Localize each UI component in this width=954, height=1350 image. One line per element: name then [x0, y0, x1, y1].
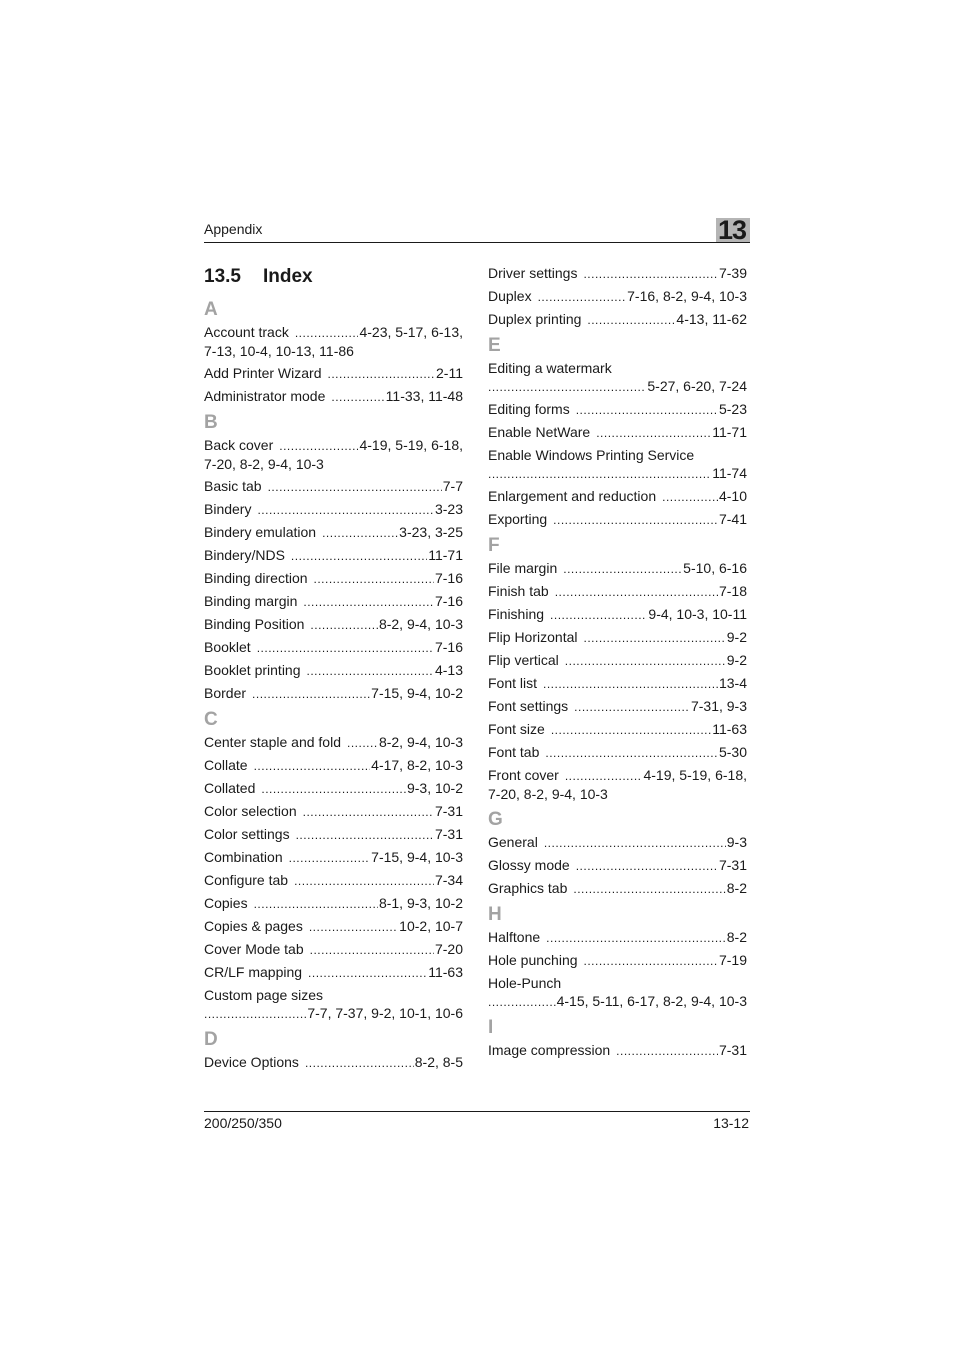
- leader-dots: [294, 872, 434, 890]
- index-pages: 7-16: [434, 570, 463, 586]
- index-pages: 4-13, 11-62: [676, 311, 747, 327]
- index-term: Bindery emulation: [204, 524, 317, 540]
- leader-dots: [289, 849, 371, 867]
- index-pages: 11-74: [712, 465, 747, 481]
- index-pages: 8-1, 9-3, 10-2: [378, 895, 463, 911]
- index-entry: [204, 779, 463, 798]
- leader-dots: [576, 401, 718, 419]
- index-term: Color selection: [204, 803, 297, 819]
- leader-dots: [583, 629, 725, 647]
- index-line: [204, 592, 463, 611]
- index-pages-continued: 7-13, 10-4, 10-13, 11-86: [204, 343, 354, 359]
- index-line: [488, 697, 747, 716]
- index-entry: [488, 1041, 747, 1060]
- index-entry: [488, 264, 747, 283]
- index-line: [488, 856, 747, 875]
- index-pages: 8-2, 9-4, 10-3: [378, 734, 463, 750]
- index-letter-heading: I: [488, 1017, 494, 1038]
- index-pages: 10-2, 10-7: [399, 918, 463, 934]
- index-line: [204, 661, 463, 680]
- footer-rule: [204, 1111, 750, 1112]
- footer-page-number: 13-12: [713, 1115, 749, 1131]
- index-letter-group: [488, 1015, 747, 1060]
- index-entry: [488, 310, 747, 329]
- index-term: Front cover: [488, 767, 559, 783]
- footer-model: 200/250/350: [204, 1115, 282, 1131]
- index-term: Flip Horizontal: [488, 629, 578, 645]
- index-line: [488, 928, 747, 947]
- index-line: [204, 387, 463, 406]
- index-line: [204, 940, 463, 959]
- index-pages: 7-31: [434, 803, 463, 819]
- index-line: [204, 546, 463, 565]
- chapter-number: 13: [718, 215, 747, 245]
- leader-dots: [555, 583, 718, 601]
- index-term: File margin: [488, 560, 558, 576]
- index-pages: 7-39: [718, 265, 747, 281]
- index-term: Editing forms: [488, 401, 570, 417]
- index-term: Font list: [488, 675, 538, 691]
- index-term: Color settings: [204, 826, 290, 842]
- index-letter-group: [488, 264, 747, 329]
- index-entry: [488, 974, 747, 1011]
- index-line: [488, 605, 747, 624]
- index-line: [488, 743, 747, 762]
- index-term: Administrator mode: [204, 388, 326, 404]
- leader-dots: [303, 803, 434, 821]
- index-line: [204, 615, 463, 634]
- index-letter-group: [488, 902, 747, 1011]
- index-entry: [488, 697, 747, 716]
- index-term: Image compression: [488, 1042, 611, 1058]
- index-pages: 5-10, 6-16: [683, 560, 747, 576]
- index-term: Finish tab: [488, 583, 549, 599]
- index-term: Border: [204, 685, 247, 701]
- index-column-left: [204, 264, 463, 1076]
- leader-dots: [257, 501, 434, 519]
- index-letter-group: [204, 1027, 463, 1072]
- index-pages: 7-7: [442, 478, 463, 494]
- index-line: [488, 879, 747, 898]
- leader-dots: [268, 478, 442, 496]
- index-term: Driver settings: [488, 265, 578, 281]
- index-entry: [204, 500, 463, 519]
- index-pages-continued: 7-20, 8-2, 9-4, 10-3: [488, 786, 608, 802]
- index-pages: 13-4: [718, 675, 747, 691]
- index-line: [204, 523, 463, 542]
- index-letter-heading: G: [488, 809, 503, 830]
- index-pages: 11-63: [428, 964, 463, 980]
- index-line: [204, 825, 463, 844]
- index-entry: [488, 879, 747, 898]
- index-line: [488, 628, 747, 647]
- index-pages: 4-13: [434, 662, 463, 678]
- leader-dots: [310, 616, 378, 634]
- index-line: [204, 569, 463, 588]
- index-line: [488, 720, 747, 739]
- leader-dots: [261, 780, 406, 798]
- index-entry: [488, 446, 747, 483]
- index-line: [488, 951, 747, 970]
- index-entry: [488, 720, 747, 739]
- index-term: Binding Position: [204, 616, 305, 632]
- index-entry: [488, 928, 747, 947]
- leader-dots: [545, 744, 718, 762]
- index-entry: [204, 684, 463, 703]
- index-pages: 7-18: [718, 583, 747, 599]
- index-entry: [204, 894, 463, 913]
- index-pages: 7-31: [718, 1042, 747, 1058]
- index-term: CR/LF mapping: [204, 964, 303, 980]
- index-pages: 9-3: [726, 834, 747, 850]
- index-entry: [204, 848, 463, 867]
- index-pages: 7-31: [718, 857, 747, 873]
- index-line: [204, 1053, 463, 1072]
- index-entry: [488, 510, 747, 529]
- index-term: Configure tab: [204, 872, 289, 888]
- index-pages: 11-71: [428, 547, 463, 563]
- index-line: [488, 651, 747, 670]
- index-entry: [488, 423, 747, 442]
- index-pages: 7-16, 8-2, 9-4, 10-3: [627, 288, 747, 304]
- index-term: Back cover: [204, 437, 274, 453]
- index-entry: [488, 856, 747, 875]
- index-term: Basic tab: [204, 478, 262, 494]
- index-term: Enlargement and reduction: [488, 488, 657, 504]
- leader-dots: [257, 639, 434, 657]
- index-term: Add Printer Wizard: [204, 365, 322, 381]
- leader-dots: [291, 547, 427, 565]
- leader-dots: [550, 606, 647, 624]
- leader-dots: [295, 324, 359, 342]
- index-entry: [204, 733, 463, 752]
- index-term: Flip vertical: [488, 652, 559, 668]
- index-entry: [204, 364, 463, 383]
- index-letter-heading: H: [488, 904, 502, 925]
- header-rule: [204, 242, 750, 243]
- index-letter-heading: D: [204, 1029, 218, 1050]
- index-letter-heading: F: [488, 535, 500, 556]
- index-term: Booklet printing: [204, 662, 301, 678]
- index-line: [488, 487, 747, 506]
- leader-dots: [204, 1005, 306, 1023]
- index-line: [488, 287, 747, 306]
- index-line: [204, 436, 463, 455]
- leader-dots: [303, 593, 434, 611]
- index-entry: [488, 287, 747, 306]
- index-pages-continued: 7-20, 8-2, 9-4, 10-3: [204, 456, 324, 472]
- leader-dots: [583, 265, 718, 283]
- index-term: Font settings: [488, 698, 569, 714]
- index-line: [204, 917, 463, 936]
- index-entry: [204, 917, 463, 936]
- index-line: [204, 684, 463, 703]
- leader-dots: [314, 570, 434, 588]
- index-pages: 11-33, 11-48: [385, 388, 463, 404]
- index-entry: [488, 582, 747, 601]
- index-pages: 4-15, 5-11, 6-17, 8-2, 9-4, 10-3: [556, 993, 747, 1009]
- leader-dots: [296, 826, 434, 844]
- index-pages: 5-23: [718, 401, 747, 417]
- index-entry: [204, 523, 463, 542]
- index-pages: 7-31: [434, 826, 463, 842]
- index-term: Duplex: [488, 288, 532, 304]
- index-pages: 3-23, 3-25: [399, 524, 463, 540]
- index-term: Hole punching: [488, 952, 578, 968]
- leader-dots: [488, 465, 711, 483]
- index-pages: 5-30: [718, 744, 747, 760]
- index-line: [204, 364, 463, 383]
- index-term: Bindery/NDS: [204, 547, 285, 563]
- index-entry: [204, 871, 463, 890]
- index-letter-heading: A: [204, 299, 218, 320]
- index-pages: 7-34: [434, 872, 463, 888]
- index-pages: 8-2, 9-4, 10-3: [378, 616, 463, 632]
- index-pages: 11-71: [712, 424, 747, 440]
- index-letter-heading: E: [488, 335, 501, 356]
- leader-dots: [616, 1042, 718, 1060]
- index-line: [204, 779, 463, 798]
- index-line: [488, 510, 747, 529]
- index-pages: 4-10: [718, 488, 747, 504]
- index-term: Center staple and fold: [204, 734, 341, 750]
- index-column-right: [488, 264, 747, 1064]
- index-term: Booklet: [204, 639, 251, 655]
- index-line: [204, 638, 463, 657]
- leader-dots: [307, 662, 434, 680]
- index-term: General: [488, 834, 538, 850]
- leader-dots: [546, 929, 726, 947]
- index-line: [204, 323, 463, 342]
- index-pages: 4-23, 5-17, 6-13,: [359, 324, 463, 340]
- index-line: [204, 477, 463, 496]
- index-term: Font size: [488, 721, 545, 737]
- index-letter-group: [204, 707, 463, 1023]
- index-pages: 7-31, 9-3: [690, 698, 747, 714]
- index-pages: 4-19, 5-19, 6-18,: [643, 767, 747, 783]
- index-term: Collated: [204, 780, 256, 796]
- index-leader-line: [488, 464, 747, 483]
- index-entry: [488, 359, 747, 396]
- leader-dots: [305, 1054, 414, 1072]
- index-entry: [488, 487, 747, 506]
- leader-dots: [331, 388, 384, 406]
- index-entry: [204, 546, 463, 565]
- index-letter-group: [204, 297, 463, 406]
- index-entry: [204, 477, 463, 496]
- leader-dots: [574, 698, 690, 716]
- index-line: [488, 423, 747, 442]
- index-line: [488, 264, 747, 283]
- index-line: [488, 582, 747, 601]
- index-line: [204, 802, 463, 821]
- index-pages: 7-19: [718, 952, 747, 968]
- index-term: Hole-Punch: [488, 975, 562, 991]
- index-entry: [488, 743, 747, 762]
- index-letter-group: [204, 410, 463, 703]
- index-entry: [204, 387, 463, 406]
- index-entry: [204, 592, 463, 611]
- leader-dots: [308, 964, 427, 982]
- leader-dots: [310, 941, 434, 959]
- index-entry: [204, 802, 463, 821]
- index-pages: 7-15, 9-4, 10-2: [371, 685, 463, 701]
- index-pages: 9-4, 10-3, 10-11: [648, 606, 747, 622]
- leader-dots: [662, 488, 718, 506]
- index-pages: 9-2: [726, 629, 747, 645]
- index-line: [488, 400, 747, 419]
- index-pages: 8-2, 8-5: [414, 1054, 463, 1070]
- index-pages: 7-41: [718, 511, 747, 527]
- index-leader-line: [204, 1004, 463, 1023]
- index-letter-heading: B: [204, 412, 218, 433]
- index-entry: [204, 1053, 463, 1072]
- index-entry: [204, 436, 463, 473]
- index-pages: 7-16: [434, 639, 463, 655]
- index-term: Combination: [204, 849, 283, 865]
- leader-dots: [584, 952, 718, 970]
- index-entry: [204, 756, 463, 775]
- index-term: Collate: [204, 757, 248, 773]
- index-line: [204, 871, 463, 890]
- leader-dots: [488, 378, 646, 396]
- section-number: 13.5: [204, 266, 241, 287]
- index-term: Device Options: [204, 1054, 299, 1070]
- index-pages: 3-23: [434, 501, 463, 517]
- index-line: [204, 963, 463, 982]
- section-title-text: Index: [263, 266, 313, 287]
- index-entry: [488, 833, 747, 852]
- index-pages: 7-15, 9-4, 10-3: [371, 849, 463, 865]
- index-pages: 8-2: [726, 929, 747, 945]
- leader-dots: [551, 721, 711, 739]
- leader-dots: [252, 685, 370, 703]
- index-term: Editing a watermark: [488, 360, 612, 376]
- index-line: [204, 500, 463, 519]
- leader-dots: [254, 757, 371, 775]
- index-entry: [204, 615, 463, 634]
- index-entry: [488, 766, 747, 803]
- leader-dots: [279, 437, 358, 455]
- index-line: [488, 674, 747, 693]
- index-line: [488, 310, 747, 329]
- index-entry: [488, 674, 747, 693]
- index-pages: 9-2: [726, 652, 747, 668]
- index-letter-group: [488, 807, 747, 898]
- index-entry: [204, 825, 463, 844]
- leader-dots: [563, 560, 682, 578]
- index-leader-line: [488, 377, 747, 396]
- leader-dots: [565, 652, 726, 670]
- leader-dots: [488, 993, 556, 1011]
- leader-dots: [322, 524, 398, 542]
- index-term: Binding margin: [204, 593, 298, 609]
- leader-dots: [544, 834, 726, 852]
- index-entry: [488, 400, 747, 419]
- index-entry: [204, 661, 463, 680]
- index-term: Cover Mode tab: [204, 941, 304, 957]
- index-pages: 9-3, 10-2: [406, 780, 463, 796]
- index-term: Enable Windows Printing Service: [488, 447, 695, 463]
- index-term: Copies & pages: [204, 918, 303, 934]
- index-entry: [204, 569, 463, 588]
- index-entry: [488, 651, 747, 670]
- header-section-label: Appendix: [204, 221, 263, 237]
- leader-dots: [254, 895, 378, 913]
- index-term: Account track: [204, 324, 289, 340]
- index-line: [204, 894, 463, 913]
- index-entry: [488, 605, 747, 624]
- index-pages: 11-63: [712, 721, 747, 737]
- index-term: Graphics tab: [488, 880, 568, 896]
- index-pages: 4-19, 5-19, 6-18,: [359, 437, 463, 453]
- index-letter-group: [488, 533, 747, 803]
- index-pages: 7-7, 7-37, 9-2, 10-1, 10-6: [307, 1005, 463, 1021]
- index-line: [204, 733, 463, 752]
- index-pages: 2-11: [436, 365, 463, 381]
- index-term: Copies: [204, 895, 248, 911]
- index-term: Glossy mode: [488, 857, 570, 873]
- index-line: [488, 766, 747, 785]
- index-term: Enable NetWare: [488, 424, 591, 440]
- index-term: Binding direction: [204, 570, 308, 586]
- leader-dots: [347, 734, 378, 752]
- index-term: Halftone: [488, 929, 541, 945]
- index-entry: [204, 940, 463, 959]
- leader-dots: [565, 767, 643, 785]
- index-term: Bindery: [204, 501, 252, 517]
- index-pages: 7-20: [434, 941, 463, 957]
- page-title: [204, 264, 463, 289]
- index-term: Exporting: [488, 511, 548, 527]
- index-pages: 4-17, 8-2, 10-3: [371, 757, 463, 773]
- leader-dots: [553, 511, 718, 529]
- index-line: [204, 756, 463, 775]
- leader-dots: [587, 311, 675, 329]
- leader-dots: [543, 675, 718, 693]
- leader-dots: [573, 880, 725, 898]
- index-line: [488, 833, 747, 852]
- leader-dots: [576, 857, 718, 875]
- index-term: Duplex printing: [488, 311, 582, 327]
- index-term: Finishing: [488, 606, 545, 622]
- index-pages: 7-16: [434, 593, 463, 609]
- index-entry: [488, 628, 747, 647]
- index-entry: [204, 986, 463, 1023]
- index-pages: 8-2: [726, 880, 747, 896]
- index-line: [488, 1041, 747, 1060]
- leader-dots: [538, 288, 627, 306]
- index-term: Font tab: [488, 744, 540, 760]
- index-entry: [488, 951, 747, 970]
- index-letter-heading: C: [204, 709, 218, 730]
- index-entry: [204, 963, 463, 982]
- index-line: [204, 848, 463, 867]
- index-entry: [204, 323, 463, 360]
- index-letter-group: [488, 333, 747, 529]
- index-line: [488, 559, 747, 578]
- leader-dots: [309, 918, 398, 936]
- leader-dots: [596, 424, 711, 442]
- leader-dots: [327, 365, 435, 383]
- index-leader-line: [488, 992, 747, 1011]
- index-pages: 5-27, 6-20, 7-24: [647, 378, 747, 394]
- index-term: Custom page sizes: [204, 987, 324, 1003]
- index-entry: [488, 559, 747, 578]
- index-entry: [204, 638, 463, 657]
